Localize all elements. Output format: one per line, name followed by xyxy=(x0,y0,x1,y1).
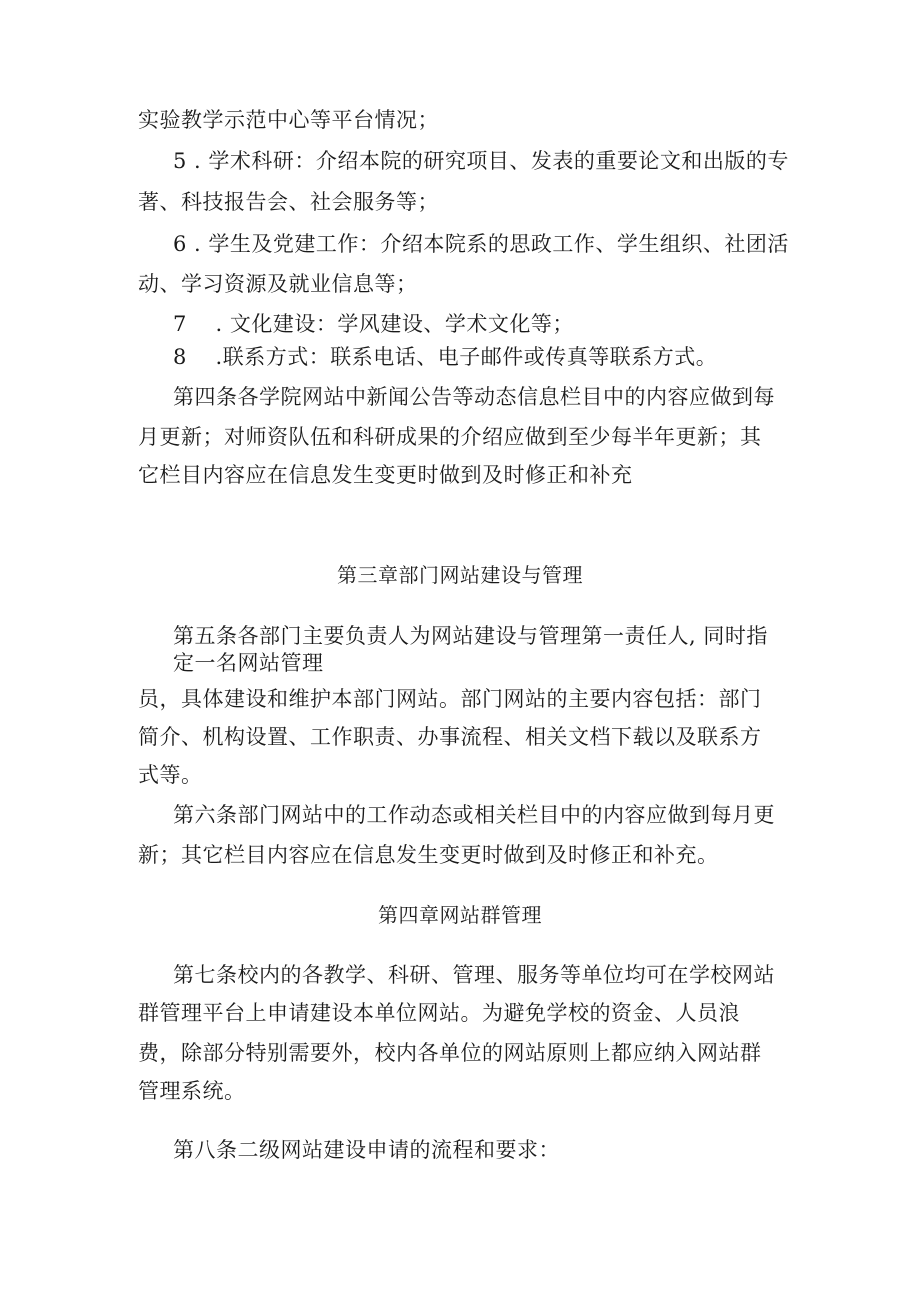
text-line-17: 新；其它栏目内容应在信息发生变更时做到及时修正和补充。 xyxy=(138,843,719,867)
text-line-9: 月更新；对师资队伍和科研成果的介绍应做到至少每半年更新；其 xyxy=(138,425,762,449)
text-line-11: 第五条各部门主要负责人为网站建设与管理第一责任人, 同时指 xyxy=(173,624,768,648)
text-line-22: 第八条二级网站建设申请的流程和要求： xyxy=(173,1138,560,1162)
text-line-15: 式等。 xyxy=(138,763,203,787)
text-line-2: 5 . 学术科研：介绍本院的研究项目、发表的重要论文和出版的专 xyxy=(173,149,789,173)
text-line-18: 第七条校内的各教学、科研、管理、服务等单位均可在学校网站 xyxy=(173,963,775,987)
text-line-14: 简介、机构设置、工作职责、办事流程、相关文档下载以及联系方 xyxy=(138,725,762,749)
text-line-20: 费，除部分特别需要外，校内各单位的网站原则上都应纳入网站群 xyxy=(138,1041,762,1065)
text-line-1: 实验教学示范中心等平台情况； xyxy=(138,108,439,132)
text-line-16: 第六条部门网站中的工作动态或相关栏目中的内容应做到每月更 xyxy=(173,803,775,827)
text-line-5: 动、学习资源及就业信息等； xyxy=(138,272,418,296)
text-line-19: 群管理平台上申请建设本单位网站。为避免学校的资金、人员浪 xyxy=(138,1001,740,1025)
text-line-13: 员，具体建设和维护本部门网站。部门网站的主要内容包括：部门 xyxy=(138,687,762,711)
text-line-7: 8 .联系方式：联系电话、电子邮件或传真等联系方式。 xyxy=(173,345,718,369)
chapter-heading-4: 第四章网站群管理 xyxy=(378,903,542,927)
text-line-12: 定一名网站管理 xyxy=(173,651,324,675)
chapter-heading-3: 第三章部门网站建设与管理 xyxy=(337,563,583,587)
text-line-21: 管理系统。 xyxy=(138,1079,246,1103)
text-line-8: 第四条各学院网站中新闻公告等动态信息栏目中的内容应做到每 xyxy=(173,385,775,409)
text-line-3: 著、科技报告会、社会服务等； xyxy=(138,190,439,214)
text-line-6: 7 . 文化建设：学风建设、学术文化等； xyxy=(173,312,574,336)
text-line-4: 6 . 学生及党建工作：介绍本院系的思政工作、学生组织、社团活 xyxy=(173,232,789,256)
text-line-10: 它栏目内容应在信息发生变更时做到及时修正和补充 xyxy=(138,463,633,487)
